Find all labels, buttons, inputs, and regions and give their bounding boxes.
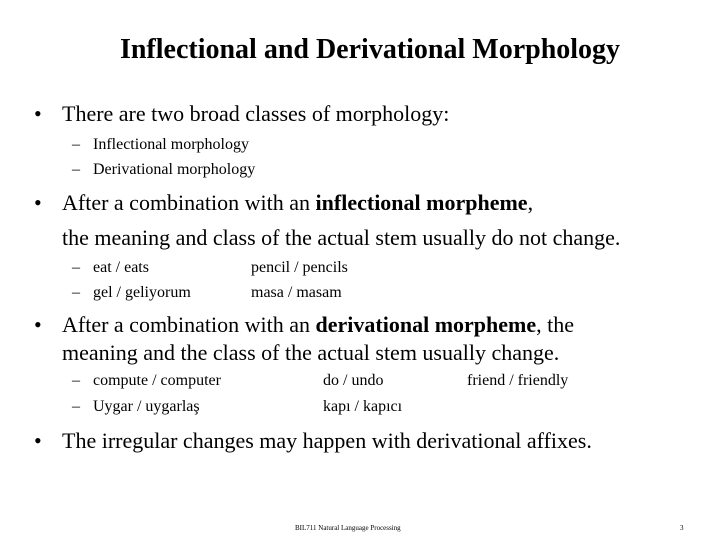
dash-icon: – (72, 259, 80, 276)
dash-icon: – (72, 136, 80, 153)
example-do: do / undo (323, 372, 384, 389)
dash-icon: – (72, 161, 80, 178)
bullet-text-post: , the (536, 312, 575, 337)
bullet-text: There are two broad classes of morphology: (62, 101, 450, 126)
bullet-icon: • (34, 428, 42, 453)
bullet-text-line2: the meaning and class of the actual stem usually do not change. (62, 225, 621, 250)
example-compute: compute / computer (93, 372, 221, 389)
example-eat: eat / eats (93, 259, 149, 276)
bullet-icon: • (34, 312, 42, 337)
bullet-icon: • (34, 101, 42, 126)
sub-item-derivational: Derivational morphology (93, 161, 256, 178)
example-gel: gel / geliyorum (93, 284, 191, 301)
example-pencil: pencil / pencils (251, 259, 348, 276)
dash-icon: – (72, 398, 80, 415)
slide-title: Inflectional and Derivational Morphology (119, 34, 621, 65)
dash-icon: – (72, 372, 80, 389)
dash-icon: – (72, 284, 80, 301)
bullet-inflectional (34, 188, 533, 218)
bullet-text-line2: meaning and the class of the actual stem usually change. (62, 340, 560, 365)
example-friend: friend / friendly (467, 372, 569, 389)
example-uygar: Uygar / uygarlaş (93, 398, 200, 415)
sub-item-inflectional: Inflectional morphology (93, 136, 249, 153)
bullet-text-bold: derivational morpheme (315, 312, 537, 337)
example-kapi: kapı / kapıcı (323, 398, 403, 415)
bullet-classes (34, 99, 449, 129)
bullet-text-pre: After a combination with an (62, 190, 316, 215)
bullet-irregular (34, 426, 592, 456)
page-number: 3 (680, 524, 684, 532)
bullet-derivational (34, 310, 574, 340)
bullet-text-post: , (527, 190, 534, 215)
bullet-text-pre: After a combination with an (62, 312, 316, 337)
bullet-text-bold: inflectional morpheme (315, 190, 528, 215)
bullet-text: The irregular changes may happen with derivational affixes. (62, 428, 592, 453)
example-masa: masa / masam (251, 284, 342, 301)
footer-course: BIL711 Natural Language Processing (295, 524, 401, 532)
bullet-icon: • (34, 190, 42, 215)
